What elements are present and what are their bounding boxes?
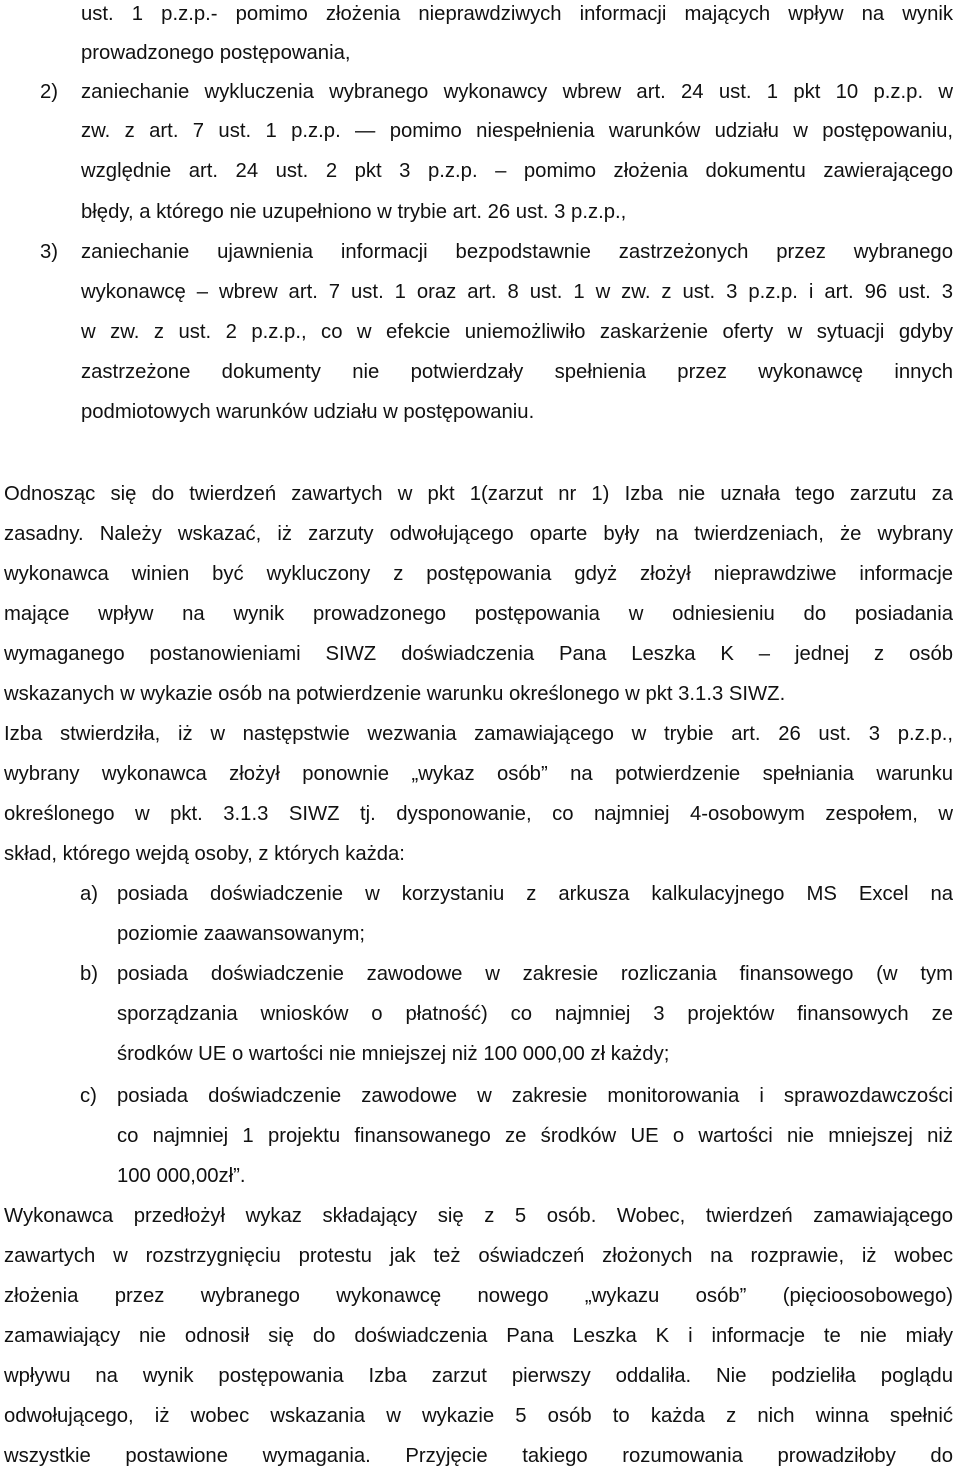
text-line: Wykonawca przedłożył wykaz składający się z 5 osób. Wobec, twierdzeń zamawiającego (4, 1205, 953, 1227)
text-line: ust. 1 p.z.p.- pomimo złożenia nieprawdziwych informacji mających wpływ na wynik (81, 3, 953, 25)
text-line: poziomie zaawansowanym; (117, 923, 365, 945)
list-marker: b) (80, 963, 99, 985)
list-marker: 3) (40, 241, 59, 263)
text-line: posiada doświadczenie zawodowe w zakresie rozliczania finansowego (w tym (117, 963, 953, 985)
text-line: zw. z art. 7 ust. 1 p.z.p. — pomimo niespełnienia warunków udziału w postępowaniu, (81, 120, 953, 142)
text-line: Izba stwierdziła, iż w następstwie wezwania zamawiającego w trybie art. 26 ust. 3 p.z.p., (4, 723, 953, 745)
text-line: błędy, a którego nie uzupełniono w trybie art. 26 ust. 3 p.z.p., (81, 201, 627, 223)
list-marker: 2) (40, 81, 59, 103)
text-line: w zw. z ust. 2 p.z.p., co w efekcie uniemożliwiło zaskarżenie oferty w sytuacji gdyby (81, 321, 953, 343)
text-line: zaniechanie wykluczenia wybranego wykonawcy wbrew art. 24 ust. 1 pkt 10 p.z.p. w (81, 81, 953, 103)
text-line: zamawiający nie odnosił się do doświadczenia Pana Leszka K i informacje te nie miały (4, 1325, 953, 1347)
text-line: zawartych w rozstrzygnięciu protestu jak też oświadczeń złożonych na rozprawie, iż wobec (4, 1245, 953, 1267)
text-line: złożenia przez wybranego wykonawcę nowego „wykazu osób” (pięcioosobowego) (4, 1285, 953, 1307)
text-line: wskazanych w wykazie osób na potwierdzenie warunku określonego w pkt 3.1.3 SIWZ. (4, 683, 786, 705)
text-line: prowadzonego postępowania, (81, 42, 351, 64)
text-line: wykonawcę – wbrew art. 7 ust. 1 oraz art. 8 ust. 1 w zw. z ust. 3 p.z.p. i art. 96 ust. 3 (81, 281, 953, 303)
text-line: wszystkie postawione wymagania. Przyjęcie takiego rozumowania prowadziłoby do (4, 1445, 953, 1467)
text-line: mające wpływ na wynik prowadzonego postępowania w odniesieniu do posiadania (4, 603, 953, 625)
text-line: zaniechanie ujawnienia informacji bezpodstawnie zastrzeżonych przez wybranego (81, 241, 953, 263)
text-line: wykonawca winien być wykluczony z postępowania gdyż złożył nieprawdziwe informacje (4, 563, 953, 585)
text-line: posiada doświadczenie w korzystaniu z arkusza kalkulacyjnego MS Excel na (117, 883, 953, 905)
text-line: określonego w pkt. 3.1.3 SIWZ tj. dysponowanie, co najmniej 4-osobowym zespołem, w (4, 803, 953, 825)
list-marker: a) (80, 883, 99, 905)
text-line: Odnosząc się do twierdzeń zawartych w pkt 1(zarzut nr 1) Izba nie uznała tego zarzutu za (4, 483, 953, 505)
text-line: odwołującego, iż wobec wskazania w wykazie 5 osób to każda z nich winna spełnić (4, 1405, 953, 1427)
list-marker: c) (80, 1085, 97, 1107)
text-line: co najmniej 1 projektu finansowanego ze środków UE o wartości nie mniejszej niż (117, 1125, 953, 1147)
text-line: sporządzania wniosków o płatność) co najmniej 3 projektów finansowych ze (117, 1003, 953, 1025)
text-line: zastrzeżone dokumenty nie potwierdzały spełnienia przez wykonawcę innych (81, 361, 953, 383)
text-line: skład, którego wejdą osoby, z których każda: (4, 843, 405, 865)
text-line: wpływu na wynik postępowania Izba zarzut pierwszy oddaliła. Nie podzieliła poglądu (4, 1365, 953, 1387)
text-line: posiada doświadczenie zawodowe w zakresie monitorowania i sprawozdawczości (117, 1085, 953, 1107)
text-line: podmiotowych warunków udziału w postępowaniu. (81, 401, 535, 423)
text-line: 100 000,00zł”. (117, 1165, 246, 1187)
text-line: wymaganego postanowieniami SIWZ doświadczenia Pana Leszka K – jednej z osób (4, 643, 953, 665)
text-line: względnie art. 24 ust. 2 pkt 3 p.z.p. – pomimo złożenia dokumentu zawierającego (81, 160, 953, 182)
text-line: wybrany wykonawca złożył ponownie „wykaz osób” na potwierdzenie spełniania warunku (4, 763, 953, 785)
text-line: środków UE o wartości nie mniejszej niż 100 000,00 zł każdy; (117, 1043, 670, 1065)
text-line: zasadny. Należy wskazać, iż zarzuty odwołującego oparte były na twierdzeniach, że wybrany (4, 523, 953, 545)
